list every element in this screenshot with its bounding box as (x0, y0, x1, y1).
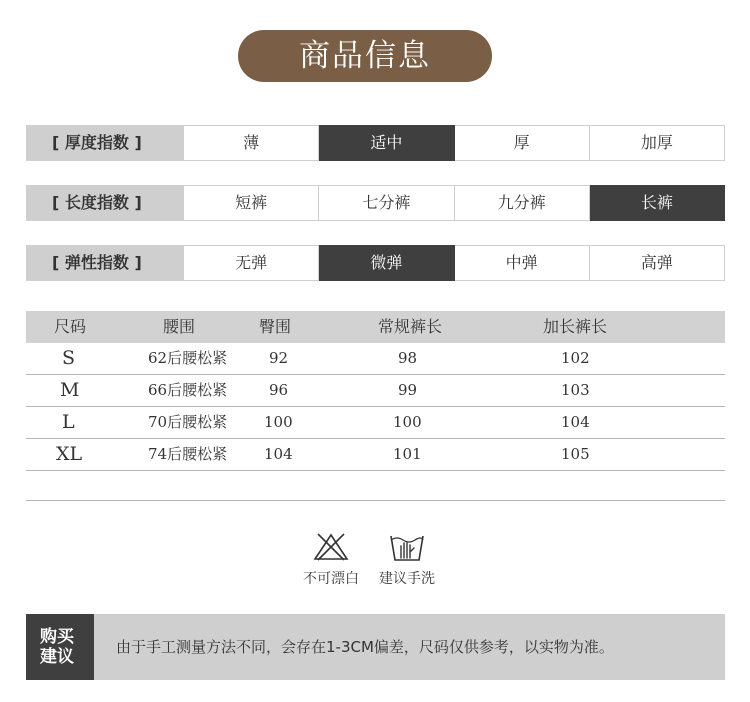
table-row (26, 407, 725, 439)
elasticity-index-row (26, 245, 725, 281)
cell-long-length: 104 (561, 413, 590, 431)
table-row (26, 439, 725, 471)
cell-hip: 96 (269, 381, 289, 399)
advice-label-line2: 建议 (40, 647, 74, 667)
hand-wash-icon (387, 532, 427, 562)
advice-label (26, 614, 94, 680)
size-table-header (26, 311, 725, 343)
cell-hip: 104 (264, 445, 293, 463)
cell-hip: 100 (264, 413, 293, 431)
cell-waist: 74后腰松紧 (148, 445, 228, 463)
elasticity-option-none: 无弹 (184, 245, 319, 281)
care-label-no-bleach: 不可漂白 (303, 571, 359, 587)
cell-regular-length: 98 (398, 349, 418, 367)
cell-size: XL (56, 443, 83, 465)
cell-regular-length: 101 (393, 445, 422, 463)
cell-size: L (62, 411, 75, 433)
header-waist: 腰围 (163, 317, 196, 336)
cell-long-length: 102 (561, 349, 590, 367)
cell-regular-length: 99 (398, 381, 418, 399)
table-row (26, 375, 725, 407)
length-option-shorts: 短裤 (184, 185, 319, 221)
cell-long-length: 103 (561, 381, 590, 399)
care-label-hand-wash: 建议手洗 (379, 571, 435, 587)
thickness-index-row (26, 125, 725, 161)
cell-size: M (60, 379, 80, 401)
advice-text: 由于手工测量方法不同，会存在1-3CM偏差，尺码仅供参考，以实物为准。 (116, 638, 614, 656)
thickness-option-medium: 适中 (319, 125, 454, 161)
advice-label-line1: 购买 (40, 627, 74, 647)
header-long-length: 加长裤长 (543, 317, 608, 336)
section-title-banner: 商品信息 (238, 30, 492, 82)
thickness-option-thin: 薄 (184, 125, 319, 161)
divider (26, 500, 725, 501)
header-hip: 臀围 (259, 317, 292, 336)
length-option-capri: 七分裤 (319, 185, 454, 221)
size-table (26, 311, 725, 471)
purchase-advice (26, 614, 725, 680)
cell-size: S (62, 347, 76, 369)
length-index-row (26, 185, 725, 221)
cell-long-length: 105 (561, 445, 590, 463)
elasticity-option-high: 高弹 (590, 245, 725, 281)
elasticity-option-medium: 中弹 (455, 245, 590, 281)
thickness-index-label: [ 厚度指数 ] (26, 125, 184, 161)
header-regular-length: 常规裤长 (378, 317, 443, 336)
no-bleach-icon (311, 532, 351, 562)
length-index-label: [ 长度指数 ] (26, 185, 184, 221)
cell-waist: 66后腰松紧 (148, 381, 228, 399)
thickness-option-extra-thick: 加厚 (590, 125, 725, 161)
header-size: 尺码 (54, 317, 87, 336)
elasticity-index-label: [ 弹性指数 ] (26, 245, 184, 281)
cell-regular-length: 100 (393, 413, 422, 431)
length-option-ankle: 九分裤 (455, 185, 590, 221)
cell-waist: 62后腰松紧 (148, 349, 228, 367)
cell-waist: 70后腰松紧 (148, 413, 228, 431)
thickness-option-thick: 厚 (455, 125, 590, 161)
cell-hip: 92 (269, 349, 289, 367)
elasticity-option-slight: 微弹 (319, 245, 454, 281)
care-item-no-bleach (303, 532, 359, 588)
table-row (26, 343, 725, 375)
care-item-hand-wash (379, 532, 435, 588)
length-option-full: 长裤 (590, 185, 725, 221)
